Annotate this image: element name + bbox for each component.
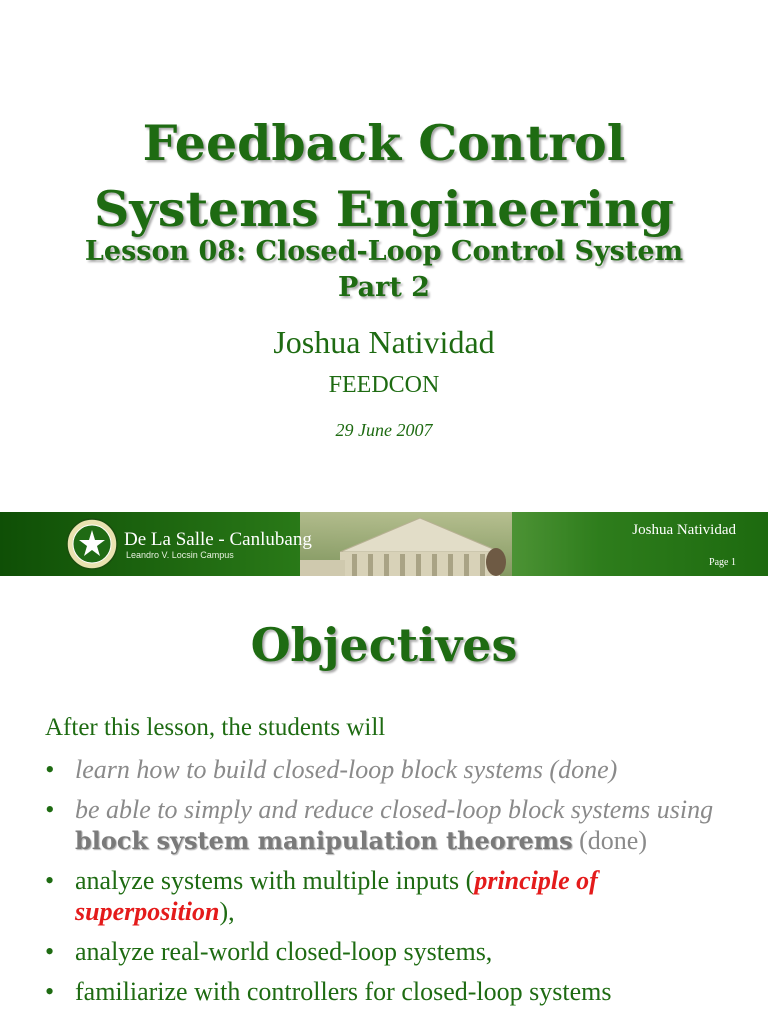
objective-text: be able to simply and reduce closed-loop block systems using bbox=[75, 795, 714, 824]
footer-author: Joshua Natividad bbox=[632, 522, 736, 538]
list-item bbox=[45, 865, 735, 927]
bullet-icon: • bbox=[45, 755, 55, 784]
slide-title-line1: Feedback Control bbox=[142, 114, 626, 172]
bullet-icon: • bbox=[45, 937, 55, 966]
objectives-list bbox=[45, 754, 735, 1016]
objectives-intro: After this lesson, the students will bbox=[45, 714, 386, 741]
list-item bbox=[45, 754, 735, 785]
author-name: Joshua Natividad bbox=[273, 324, 495, 360]
objectives-title: Objectives bbox=[250, 618, 518, 672]
list-item bbox=[45, 936, 735, 967]
bullet-icon: • bbox=[45, 795, 55, 824]
lesson-date: 29 June 2007 bbox=[335, 420, 433, 440]
objective-text: familiarize with controllers for closed-loop systems bbox=[75, 977, 612, 1006]
course-code: FEEDCON bbox=[328, 372, 440, 398]
list-item bbox=[45, 976, 735, 1007]
bullet-icon: • bbox=[45, 977, 55, 1006]
objective-text-suffix: (done) bbox=[572, 826, 647, 855]
building-photo-icon bbox=[300, 512, 600, 576]
objective-emphasis: block system manipulation theorems bbox=[75, 826, 573, 855]
slide-title-line2: Systems Engineering bbox=[94, 180, 674, 238]
lesson-subtitle-line2: Part 2 bbox=[338, 272, 430, 303]
list-item bbox=[45, 794, 735, 856]
objective-text-suffix: ), bbox=[219, 897, 235, 926]
objective-text: learn how to build closed-loop block systems (done) bbox=[75, 755, 618, 784]
school-seal-icon bbox=[66, 518, 118, 570]
slide-2 bbox=[0, 576, 768, 1024]
page-number: Page 1 bbox=[709, 557, 736, 568]
campus-subtitle: Leandro V. Locsin Campus bbox=[126, 550, 234, 560]
slide-footer-banner bbox=[0, 512, 768, 576]
bullet-icon: • bbox=[45, 866, 55, 895]
lesson-subtitle-line1: Lesson 08: Closed-Loop Control System bbox=[84, 236, 684, 267]
objective-emphasis: principle of superposition bbox=[75, 866, 598, 926]
objective-text: analyze systems with multiple inputs ( bbox=[75, 866, 475, 895]
objective-text: analyze real-world closed-loop systems, bbox=[75, 937, 493, 966]
campus-name: De La Salle - Canlubang bbox=[124, 529, 312, 550]
